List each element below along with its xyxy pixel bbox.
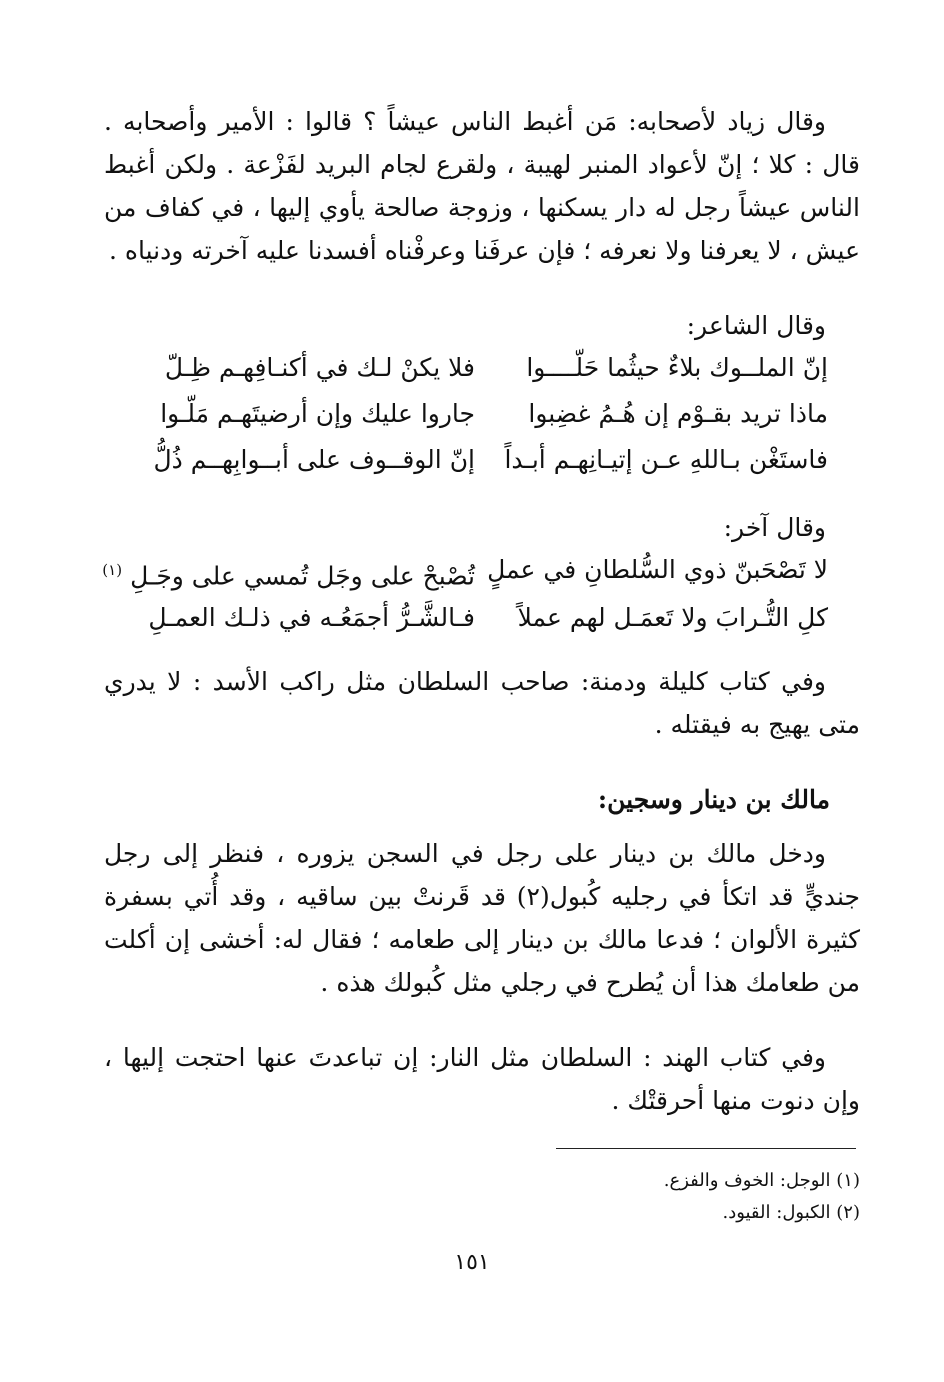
verse-first-hemistich: ماذا تريد بقـوْم إن هُـمُ غضِبوا xyxy=(528,399,828,428)
verse-line xyxy=(120,344,828,392)
verse-second-hemistich: إنّ الوقــوف على أبــوابِهــم ذُلُّ xyxy=(153,445,475,474)
verse-second-hemistich: فلا يكنْ لـك في أكنـافِهـم ظِـلّ xyxy=(164,353,475,382)
verse-first-hemistich: فاستَغْن بـاللهِ عـن إتيـانِهـم أبـداً xyxy=(504,445,828,474)
verse-line xyxy=(102,546,828,594)
verse-line xyxy=(120,436,828,484)
poet-label: وقال الشاعر: xyxy=(686,311,826,340)
footnote-marker: (١) xyxy=(102,561,123,579)
footnote-2: (٢) الكبول: القيود. xyxy=(722,1202,860,1223)
verse-second-hemistich xyxy=(102,546,475,600)
paragraph-malik: ودخل مالك بن دينار على رجل في السجن يزوره ، فنظر إلى رجل جنديٍّ قد اتكأ في رجليه كُبول(٢) قد قَرنتْ بين ساقيه ، وقد أُتي بسفرة كثيرة الألوان ؛ فدعا مالك بن دينار إلى طعامه ؛ فقال له: أخشى إن أكلت من طعامك هذا أن يُطرح في رجلي مثل كُبولك هذه . xyxy=(104,839,861,997)
section-heading: مالك بن دينار وسجين: xyxy=(597,785,830,814)
verse-first-hemistich: لا تَصْحَبنّ ذوي السُّلطانِ في عملٍ xyxy=(487,555,828,584)
footnote-1: (١) الوجل: الخوف والفزع. xyxy=(663,1170,860,1191)
other-poet-label: وقال آخر: xyxy=(723,513,826,542)
verse-line xyxy=(120,390,828,438)
page-number: ١٥١ xyxy=(454,1250,490,1275)
verse-first-hemistich: كلِ التُّـرابَ ولا تَعمَـل لهم عملاً xyxy=(517,603,828,632)
verse-second-hemistich: فـالشَّـرُّ أجمَعُـه في ذلـك العمـلِ xyxy=(148,603,475,632)
paragraph-hind: وفي كتاب الهند : السلطان مثل النار: إن تباعدتَ عنها احتجت إليها ، وإن دنوت منها أحرقتْك . xyxy=(104,1043,860,1115)
footnote-divider xyxy=(556,1148,856,1149)
verse-text: تُصْبحْ على وجَل تُمسي على وجَـلِ xyxy=(130,561,475,591)
paragraph-ziyad: وقال زياد لأصحابه: مَن أغبط الناس عيشاً ؟ قالوا : الأمير وأصحابه . قال : كلا ؛ إنّ لأعواد المنبر لهيبة ، ولقرع لجام البريد لفَزْعة . ولكن أغبط الناس عيشاً رجل له دار يسكنها ، وزوجة صالحة يأوي إليها ، في كفاف من عيش ، لا يعرفنا ولا نعرفه ؛ فإن عرفَنا وعرفْناه أفسدنا عليه آخرته ودنياه . xyxy=(104,107,860,265)
verse-second-hemistich: جاروا عليك وإن أرضيتَهـم مَلّـوا xyxy=(160,399,475,428)
verse-first-hemistich: إنّ الملــوك بلاءٌ حيثُما حَلّــــوا xyxy=(526,353,828,382)
paragraph-kalila: وفي كتاب كليلة ودمنة: صاحب السلطان مثل راكب الأسد : لا يدري متى يهيج به فيقتله . xyxy=(104,667,860,739)
verse-line xyxy=(120,594,828,642)
